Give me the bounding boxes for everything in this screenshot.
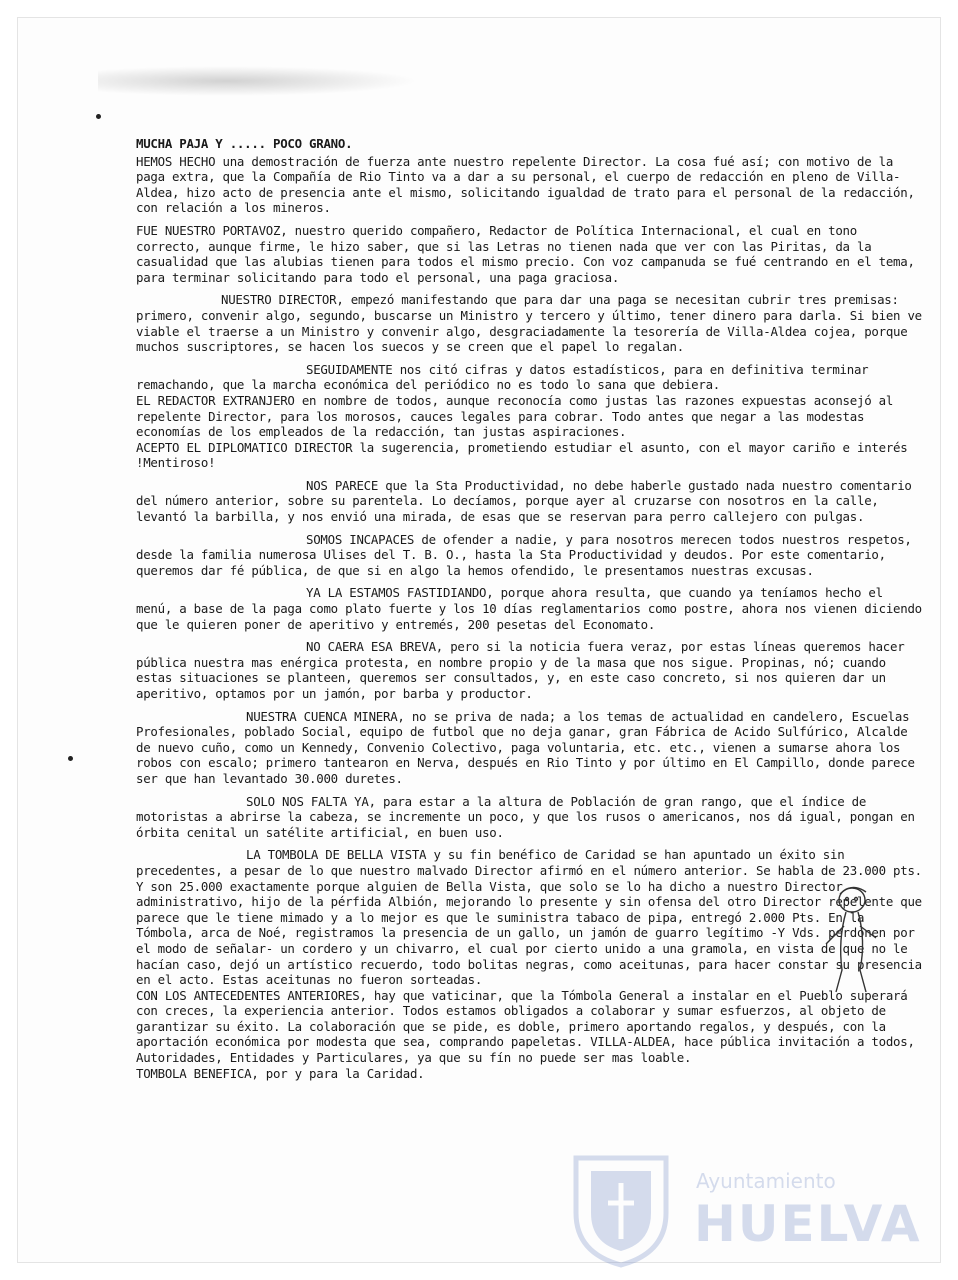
paragraph: YA LA ESTAMOS FASTIDIANDO, porque ahora resulta, que cuando ya teníamos hecho el menú, a base de la paga como plato fuerte y los 10 días reglamentarios como postre, ahora nos vienen diciendo que le quieren poner de aperitivo y entremés, 200 pesetas del Economato. [136,585,922,632]
paragraph: ACEPTO EL DIPLOMATICO DIRECTOR la sugerencia, prometiendo estudiar el asunto, con el mayor cariño e interés !Mentiroso! [136,439,908,471]
paragraph: LA TOMBOLA DE BELLA VISTA y su fin benéfico de Caridad se han apuntado un éxito sin precedentes, a pesar de lo que nuestro malvado Director afirmó en el número anterior. Se habla de 23.000 pts. Y son 25.000 exactamente porque alguien de Bella Vista, que solo se lo ha dicho a nuestro Director administrativo, hijo de la pérfida Albión, mejorando lo presente y sin ofensa del otro Director repelente que parece que le tiene mimado y a lo mejor es que le suministra tabaco de pipa, entregó 2.000 Pts. En la Tómbola, arca de Noé, registramos la presencia de un gallo, un jamón de guarro legítimo -Y Vds. perdonen por el modo de señalar- un cordero y un chivarro, el cual por cierto unido a una gramola, en vista de que no le hacían caso, dejó un artístico recuerdo, todo bolitas negras, como aceitunas, para hacer constar su presencia en el acto. Estas aceitunas no fueron sorteadas. [136,847,922,988]
watermark-title: HUELVA [694,1195,922,1253]
shield-icon [566,1153,676,1268]
paragraph: TOMBOLA BENEFICA, por y para la Caridad. [136,1065,425,1081]
paragraph: NOS PARECE que la Sta Productividad, no debe haberle gustado nada nuestro comentario del número anterior, sobre su parentela. Lo decíamos, porque ayer al cruzarse con nosotros en la calle, levantó la barbilla, y nos envió una mirada, de esas que se reservan para perro callejero con pulgas. [136,477,912,525]
paragraph: SOMOS INCAPACES de ofender a nadie, y para nosotros merecen todos nuestros respetos, desde la familia numerosa Ulises del T. B. O., hasta la Sta Productividad y deudos. Por este comentario, queremos dar fé pública, de que si en algo la hemos ofendido, le presentamos nuestras excusas. [136,531,912,578]
paragraph: SEGUIDAMENTE nos citó cifras y datos estadísticos, para en definitiva terminar remachando, que la marcha económica del periódico no es todo lo sana que debiera. [136,361,869,393]
paragraph: NO CAERA ESA BREVA, pero si la noticia fuera veraz, por estas líneas queremos hacer pública nuestra mas enérgica protesta, en nombre propio y de la masa que nos sigue. Propinas, nó; cuando estas situaciones se planteen, queremos ser consultados, y, en este caso concreto, si nos quieren dar un aperitivo, optamos por un jamón, por barba y productor. [136,639,905,701]
paragraph: HEMOS HECHO una demostración de fuerza ante nuestro repelente Director. La cosa fué así; con motivo de la paga extra, que la Compañía de Rio Tinto va a dar a su personal, el cuerpo de redacción en pleno de Villa-Aldea, hizo acto de presencia ante el mismo, solicitando igualdad de trato para el personal de la redacción, con relación a los mineros. [136,153,915,216]
document-page [18,18,940,1262]
paragraph: NUESTRO DIRECTOR, empezó manifestando que para dar una paga se necesitan cubrir tres premisas: primero, convenir algo, segundo, buscarse un Ministro y tercero y último, tener dinero para darla. Si bien ve viable el traerse a un Ministro y convenir algo, desgraciadamente la tesorería de Villa-Aldea cojea, porque muchos suscriptores, se hacen los suecos y se creen que el papel lo regalan. [136,292,922,355]
watermark-subtitle: Ayuntamiento [696,1169,836,1193]
huelva-watermark [566,1153,926,1273]
cartoon-sketch [816,880,896,1000]
paragraph: FUE NUESTRO PORTAVOZ, nuestro querido compañero, Redactor de Política Internacional, el cual en tono correcto, aunque firme, le hizo saber, que si las Letras no tienen nada que ver con las Piritas, da la casualidad que las alubias tienen para todos el mismo precio. Con voz campanuda se fué centrando en el tema, para terminar solicitando para todo el personal, una paga graciosa. [136,222,915,285]
paragraph: EL REDACTOR EXTRANJERO en nombre de todos, aunque reconocía como justas las razones expuestas aconsejó al repelente Director, para los morosos, cauces legales para cobrar. Todo antes que negar a las modestas economías de los empleados de la redacción, tan justas aspiraciones. [136,392,894,440]
scan-speck [68,756,73,761]
document-body [136,136,926,1088]
document-title: MUCHA PAJA Y ..... POCO GRANO. [136,136,353,151]
paragraph: SOLO NOS FALTA YA, para estar a la altura de Población de gran rango, que el índice de motoristas a abrirse la cabeza, se incremente un poco, y que los rusos o americanos, nos dá igual, pongan en órbita cenital un satélite artificial, en buen uso. [136,793,915,840]
paragraph: CON LOS ANTECEDENTES ANTERIORES, hay que vaticinar, que la Tómbola General a instalar en el Pueblo superará con creces, la experiencia anterior. Todos estamos obligados a colaborar y sumar esfuerzos, al objeto de garantizar su éxito. La colaboración que se pide, es doble, primero aportando regalos, y después, con la aportación económica por modesta que sea, comprando papeletas. VILLA-ALDEA, hace pública invitación a todos, Autoridades, Entidades y Particulares, ya que su fín no puede ser mas loable. [136,987,915,1066]
paragraph: NUESTRA CUENCA MINERA, no se priva de nada; a los temas de actualidad en candelero, Escuelas Profesionales, poblado Social, equipo de futbol que no deja ganar, gran Fábrica de Acido Sulfúrico, Alcalde de nuevo cuño, como un Kennedy, Convenio Colectivo, paga voluntaria, etc. etc., vienen a sumarse ahora los robos con escalo; primero tantearon en Nerva, después en Rio Tinto y por último en El Campillo, donde parece ser que han levantado 30.000 duretes. [136,708,915,786]
scan-smudge [98,66,418,96]
scan-speck [96,114,101,119]
